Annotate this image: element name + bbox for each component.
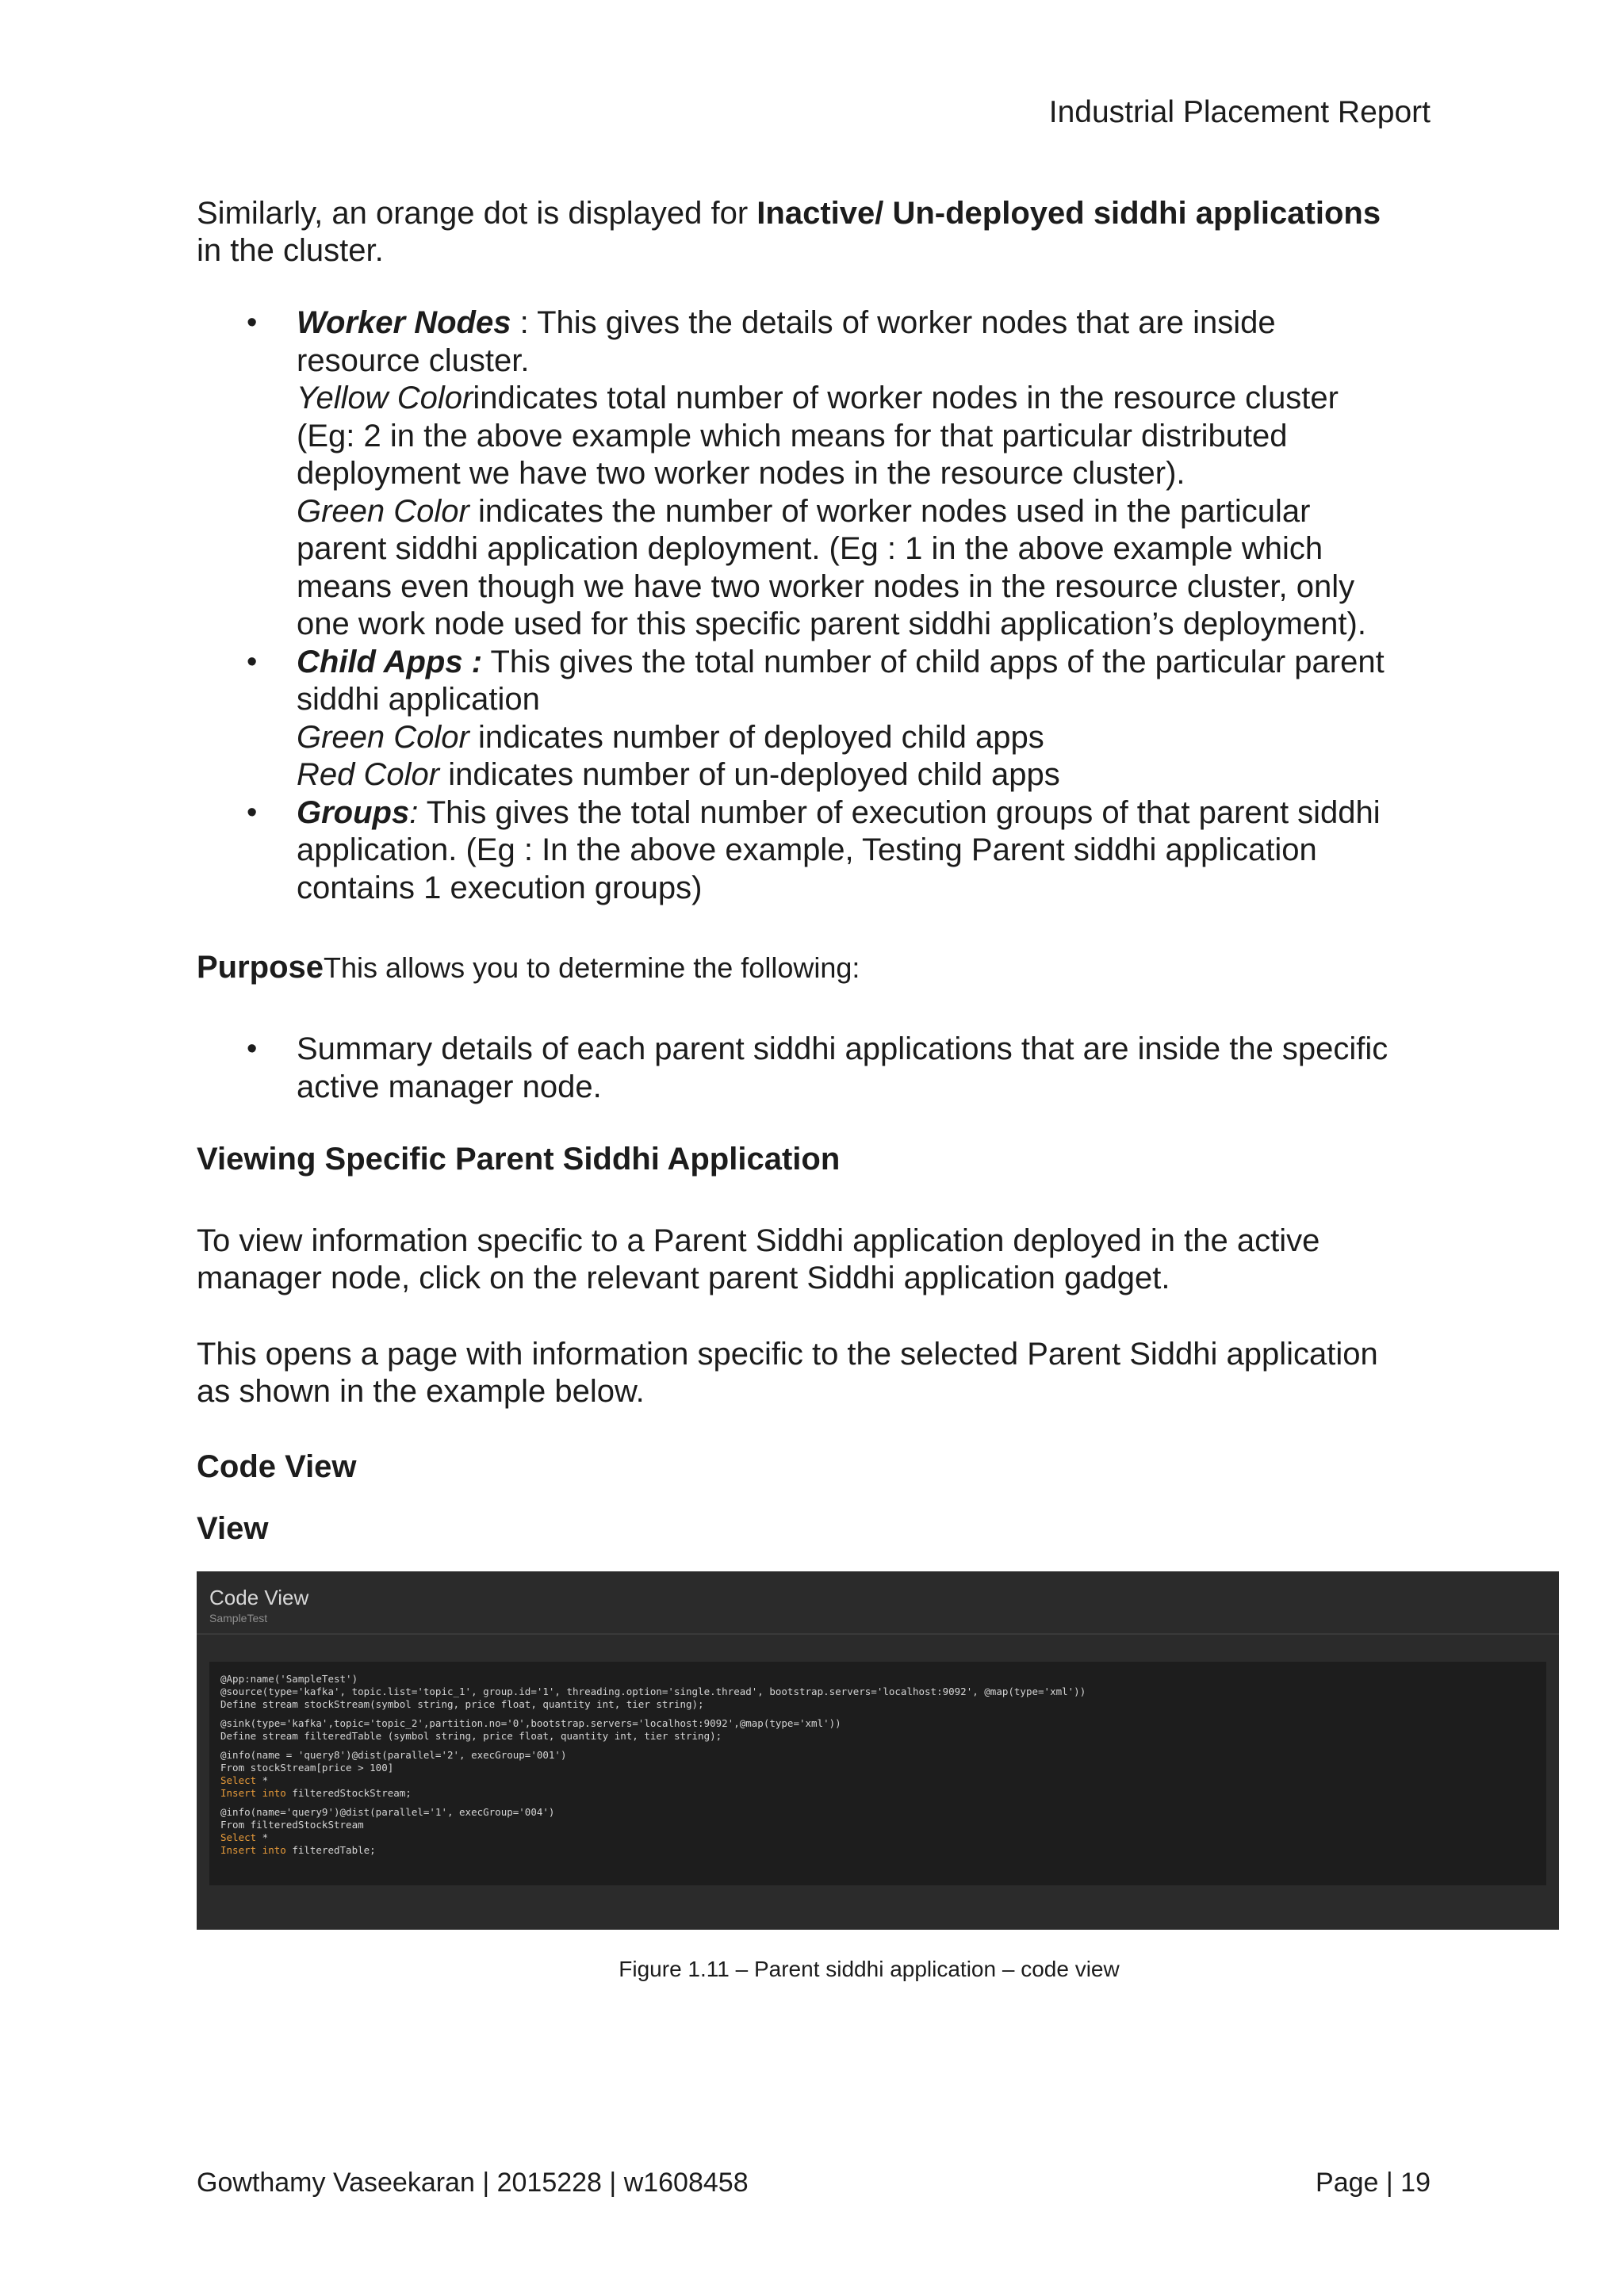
code-line: @info(name='query9')@dist(parallel='1', execGroup='004'): [220, 1806, 555, 1818]
code-line: Insert into filteredStockStream;: [220, 1787, 412, 1799]
section-heading: Viewing Specific Parent Siddhi Application: [197, 1142, 841, 1177]
worker-nodes-text: : This gives the details of worker nodes that are inside: [511, 305, 1276, 340]
groups-line: contains 1 execution groups): [297, 870, 703, 905]
bullet-child-apps: [197, 644, 1434, 794]
red-color-text: indicates number of un-deployed child apps: [439, 757, 1060, 792]
purpose-text: This allows you to determine the following:: [324, 951, 860, 984]
report-header-title: Industrial Placement Report: [1048, 95, 1431, 129]
summary-line: Summary details of each parent siddhi applications that are inside the specific: [297, 1031, 1388, 1066]
code-line: @source(type='kafka', topic.list='topic_1', group.id='1', threading.option='single.thread', bootstrap.servers='localhost:9092', @map(type='xml')): [220, 1686, 1086, 1697]
yellow-color-label: Yellow Color: [297, 381, 473, 415]
code-view-heading: Code View: [197, 1449, 357, 1484]
green-color-label: Green Color: [297, 719, 469, 755]
worker-nodes-line: deployment we have two worker nodes in the resource cluster).: [297, 456, 1185, 491]
code-view-screenshot: [197, 1571, 1559, 1930]
green-color-text: indicates the number of worker nodes used in the particular: [469, 493, 1311, 529]
view-paragraph: [197, 1223, 1434, 1297]
code-blank-line: [220, 1800, 1535, 1806]
bullet-dot: •: [247, 645, 258, 679]
code-view-title: Code View: [209, 1586, 309, 1609]
code-blank-line: [220, 1743, 1535, 1749]
purpose-line: [197, 950, 860, 985]
worker-nodes-line: parent siddhi application deployment. (Eg : 1 in the above example which: [297, 531, 1323, 566]
child-apps-text: This gives the total number of child apps of the particular parent: [482, 644, 1385, 679]
figure-caption: Figure 1.11 – Parent siddhi application – code view: [619, 1957, 1120, 1981]
view-heading: View: [197, 1511, 269, 1546]
intro-text-line2: in the cluster.: [197, 233, 384, 268]
code-editor: [209, 1662, 1546, 1885]
code-line: Define stream filteredTable (symbol string, price float, quantity int, tier string);: [220, 1730, 722, 1742]
groups-text: This gives the total number of execution groups of that parent siddhi: [418, 794, 1381, 830]
footer-page-number: Page | 19: [1316, 2168, 1431, 2198]
code-line: Select *: [220, 1774, 269, 1786]
code-view-subtitle: SampleTest: [209, 1612, 268, 1624]
code-line: From stockStream[price > 100]: [220, 1762, 394, 1774]
code-line: @sink(type='kafka',topic='topic_2',partition.no='0',bootstrap.servers='localhost:9092',@map(type='xml')): [220, 1717, 841, 1729]
code-line: From filteredStockStream: [220, 1819, 364, 1831]
child-apps-title: Child Apps :: [297, 644, 483, 679]
code-line: Select *: [220, 1831, 269, 1843]
summary-line: active manager node.: [297, 1069, 602, 1104]
code-line: @App:name('SampleTest'): [220, 1673, 358, 1685]
green-color-label: Green Color: [297, 493, 469, 529]
worker-nodes-line: resource cluster.: [297, 342, 530, 378]
info-bullet-list: [197, 304, 1434, 907]
worker-nodes-title: Worker Nodes: [297, 305, 511, 340]
bullet-dot: •: [247, 306, 258, 339]
bullet-dot: •: [247, 1032, 258, 1066]
opens-paragraph: [197, 1336, 1434, 1410]
opens-paragraph-line: as shown in the example below.: [197, 1374, 645, 1409]
opens-paragraph-line: This opens a page with information specific to the selected Parent Siddhi application: [197, 1337, 1378, 1372]
intro-paragraph: [197, 195, 1434, 270]
yellow-color-text: indicates total number of worker nodes in the resource cluster: [473, 381, 1339, 415]
bullet-groups: [197, 794, 1434, 908]
green-color-text: indicates number of deployed child apps: [469, 719, 1044, 755]
purpose-bullet-list: [197, 1031, 1434, 1106]
bullet-worker-nodes: [197, 304, 1434, 644]
red-color-label: Red Color: [297, 757, 440, 792]
bullet-dot: •: [247, 795, 258, 829]
groups-title: Groups: [297, 794, 410, 830]
groups-line: application. (Eg : In the above example, Testing Parent siddhi application: [297, 832, 1317, 867]
intro-text: Similarly, an orange dot is displayed for: [197, 196, 757, 231]
intro-bold-text: Inactive/ Un-deployed siddhi applications: [756, 196, 1381, 231]
worker-nodes-line: one work node used for this specific parent siddhi application’s deployment).: [297, 607, 1366, 641]
code-line: Insert into filteredTable;: [220, 1844, 376, 1856]
bullet-summary: [197, 1031, 1434, 1106]
groups-colon: :: [409, 794, 419, 830]
worker-nodes-line: (Eg: 2 in the above example which means for that particular distributed: [297, 418, 1288, 453]
view-paragraph-line: manager node, click on the relevant parent Siddhi application gadget.: [197, 1261, 1170, 1295]
worker-nodes-line: means even though we have two worker nodes in the resource cluster, only: [297, 568, 1355, 604]
view-paragraph-line: To view information specific to a Parent Siddhi application deployed in the active: [197, 1223, 1320, 1258]
child-apps-line: siddhi application: [297, 682, 540, 717]
purpose-label: Purpose: [197, 950, 324, 985]
footer-author: Gowthamy Vaseekaran | 2015228 | w1608458: [197, 2168, 749, 2198]
code-line: @info(name = 'query8')@dist(parallel='2', execGroup='001'): [220, 1749, 567, 1761]
code-blank-line: [220, 1711, 1535, 1717]
code-view-header: [197, 1571, 1559, 1635]
code-line: Define stream stockStream(symbol string, price float, quantity int, tier string);: [220, 1698, 704, 1710]
